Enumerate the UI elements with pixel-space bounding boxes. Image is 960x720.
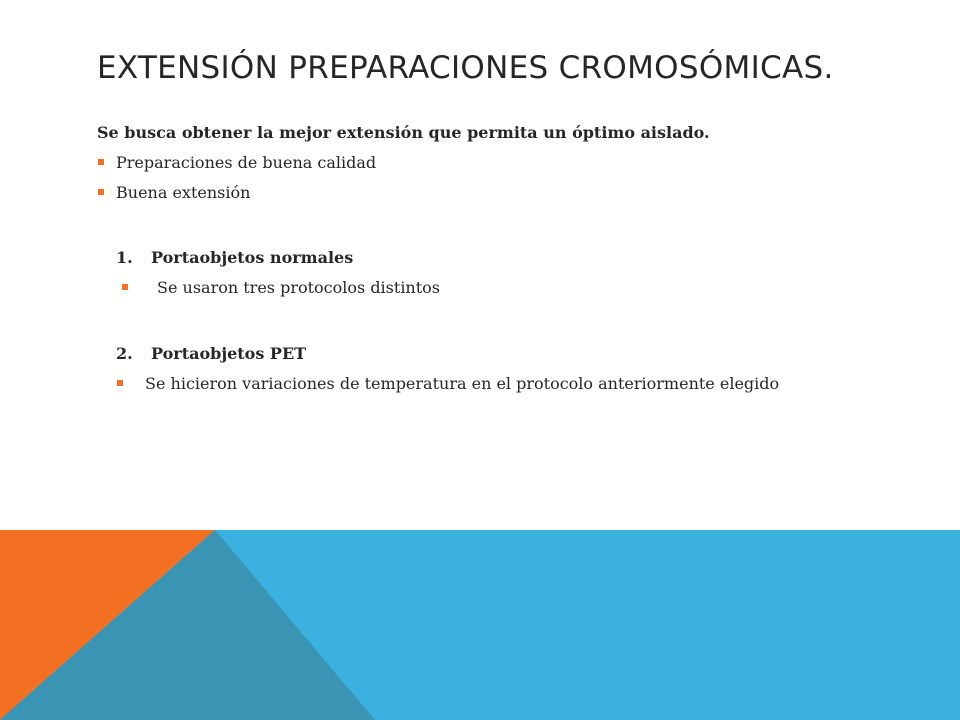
- section-1-heading: Portaobjetos normales: [151, 248, 354, 267]
- intro-text: Se busca obtener la mejor extensión que permita un óptimo aislado.: [97, 123, 710, 142]
- section-2-heading: Portaobjetos PET: [151, 344, 307, 363]
- section-2-bullet-1: Se hicieron variaciones de temperatura en el protocolo anteriormente elegido: [145, 374, 780, 393]
- square-bullet-icon: [98, 189, 104, 195]
- section-2-number: 2.: [116, 344, 133, 363]
- square-bullet-icon: [122, 284, 128, 290]
- section-1-number: 1.: [116, 248, 133, 267]
- intro-bullet-1: Preparaciones de buena calidad: [116, 153, 377, 172]
- decorative-footer-graphic: [0, 530, 960, 720]
- slide-title: EXTENSIÓN PREPARACIONES CROMOSÓMICAS.: [97, 50, 834, 86]
- square-bullet-icon: [117, 380, 123, 386]
- section-1-bullet-1: Se usaron tres protocolos distintos: [157, 278, 441, 297]
- square-bullet-icon: [98, 159, 104, 165]
- intro-bullet-2: Buena extensión: [116, 183, 251, 202]
